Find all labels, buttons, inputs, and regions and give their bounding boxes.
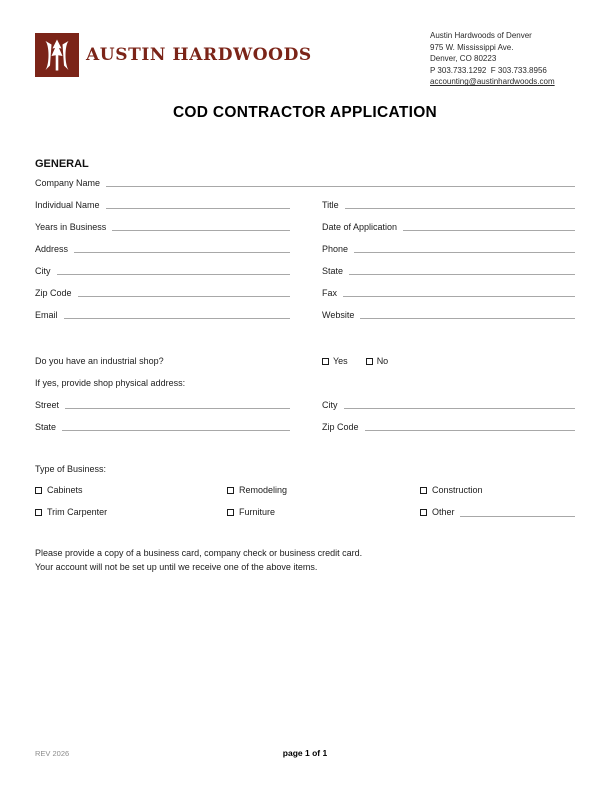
title-label: Title [322,200,339,210]
form-row [35,263,575,277]
shop-city-input-line[interactable] [344,408,576,409]
remodeling-label: Remodeling [239,484,288,495]
phone-label: Phone [322,244,349,254]
shop-prompt-row [35,375,575,389]
wordmark: AUSTIN HARDWOODS [86,45,312,65]
date-of-application-label: Date of Application [322,222,398,232]
shop-yes-option[interactable] [322,357,348,366]
shop-zip-input-line[interactable] [365,430,575,431]
zip-code-input-line[interactable] [78,296,290,297]
construction-label: Construction [432,484,483,495]
contact-block [430,30,555,88]
option-trim-carpenter[interactable] [35,505,227,519]
contact-company: Austin Hardwoods of Denver [430,31,532,40]
construction-checkbox[interactable] [420,487,427,494]
phone-input-line[interactable] [354,252,575,253]
page-title: COD CONTRACTOR APPLICATION [172,104,438,121]
option-construction[interactable] [420,483,575,497]
company-name-input-line[interactable] [106,186,575,187]
company-name-label: Company Name [35,178,101,188]
option-remodeling[interactable] [227,483,420,497]
form-row [35,419,575,433]
email-label: Email [35,310,58,320]
email-input-line[interactable] [64,318,290,319]
shop-question-row [35,353,575,367]
form-row [35,285,575,299]
trim-carpenter-checkbox[interactable] [35,509,42,516]
cabinets-label: Cabinets [47,484,83,495]
title-input-line[interactable] [345,208,575,209]
note-line-1: Please provide a copy of a business card, company check or business credit card. [35,548,363,558]
revision-label: REV 2026 [35,749,70,758]
option-other[interactable] [420,505,575,519]
city-label: City [35,266,51,276]
section-heading-general: GENERAL [35,158,89,170]
yes-label: Yes [333,356,348,366]
form-row [35,219,575,233]
no-checkbox[interactable] [366,358,373,365]
individual-name-label: Individual Name [35,200,100,210]
cabinets-checkbox[interactable] [35,487,42,494]
tree-monogram-icon [35,33,79,77]
business-options-row-2 [35,505,575,519]
company-logo [35,33,312,77]
trim-carpenter-label: Trim Carpenter [47,506,108,517]
furniture-label: Furniture [239,506,276,517]
contact-email-link[interactable]: accounting@austinhardwoods.com [430,77,555,87]
shop-state-input-line[interactable] [62,430,290,431]
remodeling-checkbox[interactable] [227,487,234,494]
shop-address-prompt: If yes, provide shop physical address: [35,378,186,388]
shop-zip-label: Zip Code [322,422,359,432]
option-cabinets[interactable] [35,483,227,497]
shop-city-label: City [322,400,338,410]
shop-no-option[interactable] [366,357,389,366]
contact-street: 975 W. Mississippi Ave. [430,42,514,52]
note-line-2: Your account will not be set up until we receive one of the above items. [35,561,318,572]
form-content [35,158,575,574]
years-in-business-input-line[interactable] [112,230,290,231]
years-in-business-label: Years in Business [35,222,107,232]
requirements-note [35,547,575,574]
fax-label: Fax [322,288,338,298]
form-row [35,307,575,321]
state-label: State [322,266,344,276]
shop-street-input-line[interactable] [65,408,290,409]
website-input-line[interactable] [360,318,575,319]
option-furniture[interactable] [227,505,420,519]
form-row [35,197,575,211]
contact-city: Denver, CO 80223 [430,54,497,64]
business-type-heading-row [35,461,575,475]
yes-checkbox[interactable] [322,358,329,365]
form-row [35,175,575,189]
form-row [35,397,575,411]
other-label: Other [432,506,455,517]
no-label: No [376,356,389,366]
business-type-heading: Type of Business: [35,464,107,474]
state-input-line[interactable] [349,274,575,275]
website-label: Website [322,310,355,320]
address-input-line[interactable] [74,252,290,253]
fax-input-line[interactable] [343,296,575,297]
shop-state-label: State [35,422,57,432]
individual-name-input-line[interactable] [106,208,290,209]
contact-phone-fax: P 303.733.1292 F 303.733.8956 [430,65,547,75]
business-options-row-1 [35,483,575,497]
shop-question-label: Do you have an industrial shop? [35,356,164,366]
shop-street-label: Street [35,400,60,410]
furniture-checkbox[interactable] [227,509,234,516]
page-number: page 1 of 1 [282,748,328,758]
other-input-line[interactable] [460,516,575,517]
city-input-line[interactable] [57,274,291,275]
date-of-application-input-line[interactable] [403,230,575,231]
form-row [35,241,575,255]
address-label: Address [35,244,69,254]
other-checkbox[interactable] [420,509,427,516]
zip-code-label: Zip Code [35,288,72,298]
